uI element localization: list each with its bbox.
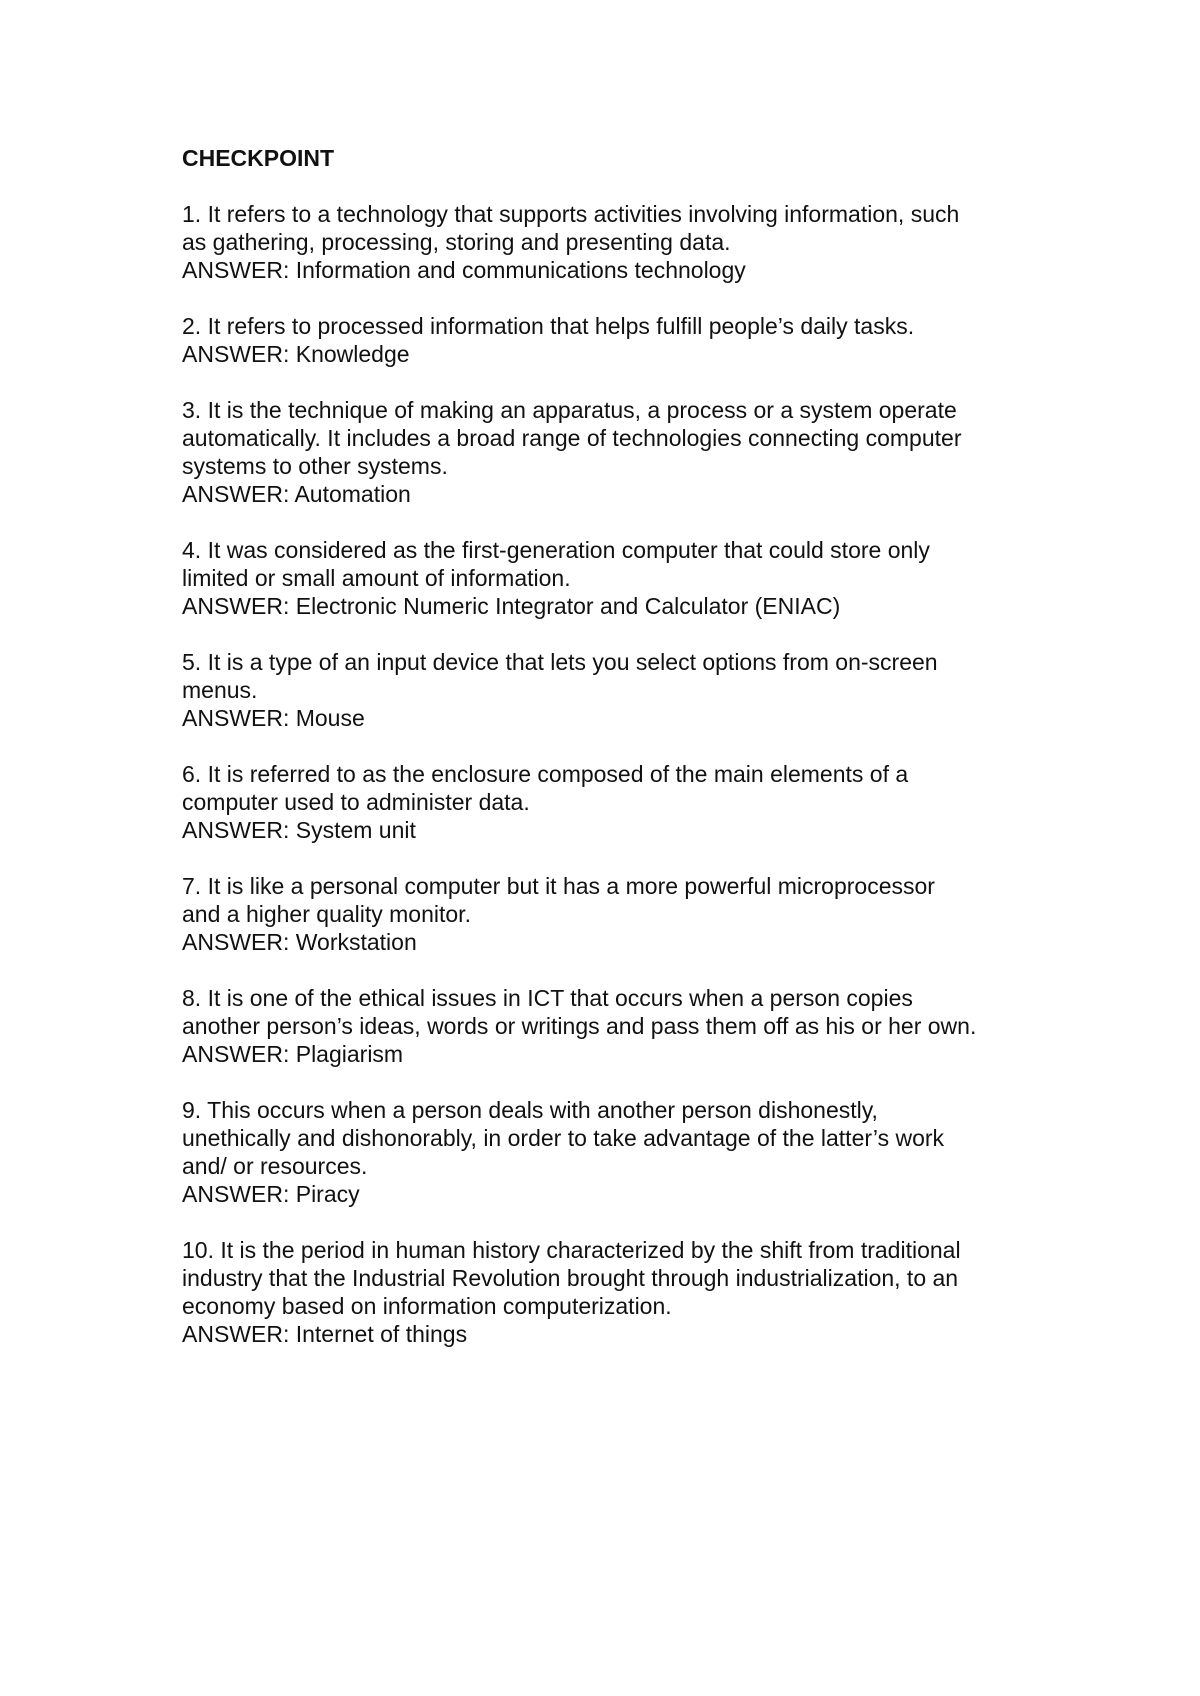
- document-content: [182, 144, 1062, 1376]
- question-line: 7. It is like a personal computer but it has a more powerful microprocessor: [182, 873, 935, 899]
- question-item-5: [182, 648, 1062, 732]
- question-line: economy based on information computerization.: [182, 1293, 672, 1319]
- question-line: 6. It is referred to as the enclosure composed of the main elements of a: [182, 761, 909, 787]
- answer-line: ANSWER: Workstation: [182, 929, 417, 955]
- question-line: 10. It is the period in human history characterized by the shift from traditional: [182, 1237, 961, 1263]
- answer-line: ANSWER: Electronic Numeric Integrator and Calculator (ENIAC): [182, 593, 841, 619]
- question-line: 1. It refers to a technology that supports activities involving information, such: [182, 201, 960, 227]
- question-line: systems to other systems.: [182, 453, 448, 479]
- question-line: computer used to administer data.: [182, 789, 530, 815]
- answer-line: ANSWER: Knowledge: [182, 341, 410, 367]
- question-line: another person’s ideas, words or writings and pass them off as his or her own.: [182, 1013, 977, 1039]
- question-line: as gathering, processing, storing and presenting data.: [182, 229, 731, 255]
- answer-line: ANSWER: Piracy: [182, 1181, 360, 1207]
- question-line: automatically. It includes a broad range of technologies connecting computer: [182, 425, 962, 451]
- answer-line: ANSWER: Plagiarism: [182, 1041, 404, 1067]
- answer-line: ANSWER: Mouse: [182, 705, 365, 731]
- question-item-3: [182, 396, 1062, 508]
- question-line: 2. It refers to processed information that helps fulfill people’s daily tasks.: [182, 313, 915, 339]
- question-item-7: [182, 872, 1062, 956]
- question-item-8: [182, 984, 1062, 1068]
- question-line: and/ or resources.: [182, 1153, 368, 1179]
- answer-line: ANSWER: Information and communications technology: [182, 257, 746, 283]
- question-item-2: [182, 312, 1062, 368]
- question-line: 4. It was considered as the first-generation computer that could store only: [182, 537, 930, 563]
- question-line: 5. It is a type of an input device that lets you select options from on-screen: [182, 649, 938, 675]
- question-line: 3. It is the technique of making an apparatus, a process or a system operate: [182, 397, 957, 423]
- question-line: 8. It is one of the ethical issues in ICT that occurs when a person copies: [182, 985, 913, 1011]
- question-item-6: [182, 760, 1062, 844]
- answer-line: ANSWER: Automation: [182, 481, 411, 507]
- question-item-4: [182, 536, 1062, 620]
- question-line: industry that the Industrial Revolution brought through industrialization, to an: [182, 1265, 959, 1291]
- question-line: 9. This occurs when a person deals with another person dishonestly,: [182, 1097, 878, 1123]
- answer-line: ANSWER: Internet of things: [182, 1321, 468, 1347]
- document-title: CHECKPOINT: [182, 145, 335, 171]
- question-item-1: [182, 200, 1062, 284]
- question-line: and a higher quality monitor.: [182, 901, 471, 927]
- question-item-10: [182, 1236, 1062, 1348]
- question-item-9: [182, 1096, 1062, 1208]
- question-line: menus.: [182, 677, 258, 703]
- question-line: unethically and dishonorably, in order to take advantage of the latter’s work: [182, 1125, 945, 1151]
- question-line: limited or small amount of information.: [182, 565, 571, 591]
- answer-line: ANSWER: System unit: [182, 817, 416, 843]
